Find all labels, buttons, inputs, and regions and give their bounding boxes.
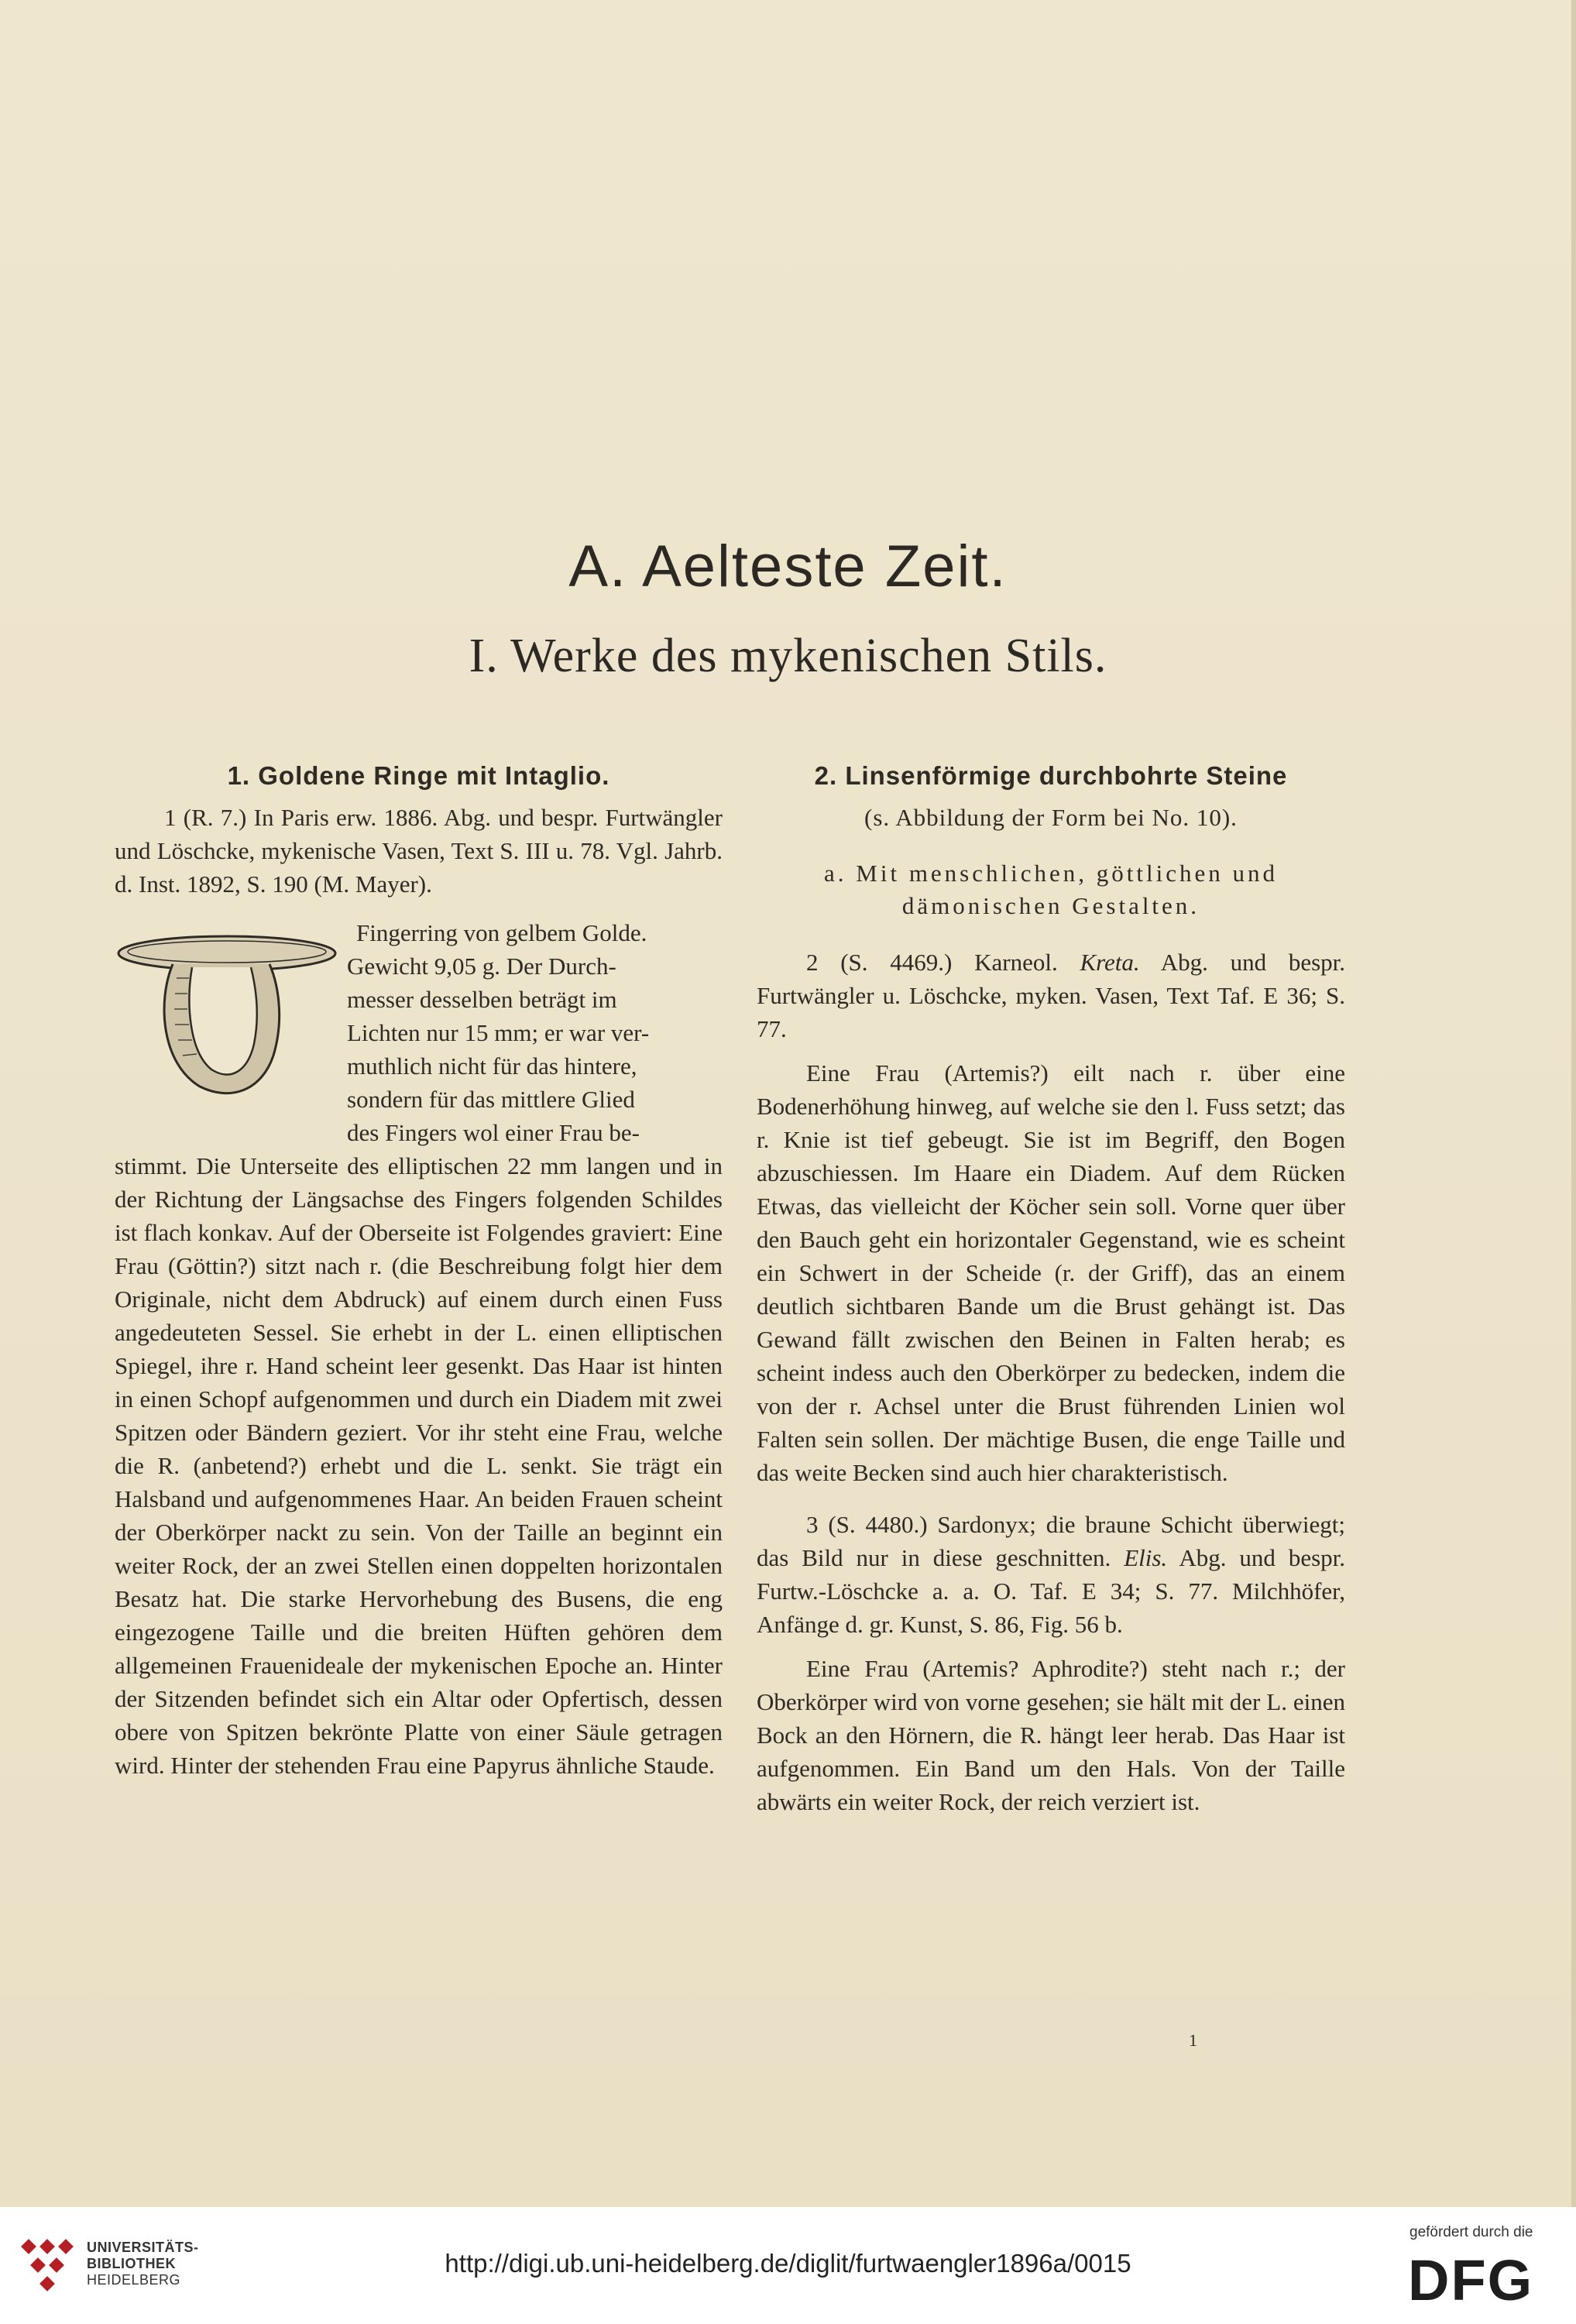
entry-2-reference: [757, 946, 1345, 1045]
entry-3-place: Elis.: [1124, 1544, 1168, 1571]
sponsor-note: gefördert durch die: [1409, 2224, 1533, 2240]
ring-line-3: messer desselben beträgt im: [347, 986, 617, 1013]
entry-2-description: Eine Frau (Artemis?) eilt nach r. über eine Bodenerhöhung hinweg, auf welche sie den l. Fuss setzt; das r. Knie ist tief gebeugt. Sie ist im Begriff, den Bogen abzuschiessen. Im Haare ein Diadem. Auf dem Rücken Etwas, das vielleicht der Köcher sein soll. Vorne quer über den Bauch geht ein horizontaler Gegenstand, wie es scheint ein Schwert in der Scheide (r. der Griff), das an einem deutlich sichtbaren Bande um die Brust gehängt ist. Das Gewand fällt zwischen den Beinen in Falten herab; es scheint indess auch den Oberkörper zu bedecken, indem die von der r. Achsel unter die Brust führenden Linien wol Falten sein sollen. Der mächtige Busen, die enge Taille und das weite Becken sind auch hier charakteristisch.: [757, 1059, 1345, 1486]
subsection-heading-line-1: a. Mit menschlichen, göttlichen und: [824, 860, 1278, 887]
library-line-3: HEIDELBERG: [87, 2272, 181, 2288]
entry-3-description: Eine Frau (Artemis? Aphrodite?) steht nach r.; der Oberkörper wird von vorne gesehen; sie hält mit der L. einen Bock an den Hörnern, die R. hängt leer herab. Das Haar ist aufgenommen. Ein Band um den Hals. Von der Taille abwärts ein weiter Rock, der reich verziert ist.: [757, 1655, 1345, 1815]
entry-2-rest: Abg. und bespr. Furtwängler u. Löschcke, myken. Vasen, Text Taf. E 36; S. 77.: [757, 949, 1346, 1042]
entry-2-head: 2 (S. 4469.) Karneol.: [806, 949, 1058, 976]
entry-1-reference: 1 (R. 7.) In Paris erw. 1886. Abg. und bespr. Furtwängler und Löschcke, mykenische Vasen, Text S. III u. 78. Vgl. Jahrb. d. Inst. 1892, S. 190 (M. Mayer).: [115, 804, 723, 898]
chapter-title: I. Werke des mykenischen Stils.: [469, 630, 1107, 682]
permalink-url[interactable]: http://digi.ub.uni-heidelberg.de/diglit/furtwaengler1896a/0015: [445, 2249, 1131, 2278]
subsection-heading-line-2: dämonischen Gestalten.: [901, 892, 1200, 919]
main-title: A. Aelteste Zeit.: [568, 534, 1008, 599]
ring-illustration: [115, 916, 339, 1102]
entry-1-description: stimmt. Die Unterseite des elliptischen 22 mm langen und in der Richtung der Längsachse des Fingers folgenden Schildes ist flach konkav. Auf der Oberseite ist Folgendes graviert: Eine Frau (Göttin?) sitzt nach r. (die Beschreibung folgt hier dem Originale, nicht dem Abdruck) auf einem durch einen Fuss angedeuteten Sessel. Sie erhebt in der L. einen elliptischen Spiegel, ihre r. Hand scheint leer gesenkt. Das Haar ist hinten in einen Schopf aufgenommen und durch ein Diadem mit zwei Spitzen oder Bändern geziert. Vor ihr steht eine Frau, welche die R. (anbetend?) erhebt und die L. senkt. Sie trägt ein Halsband und aufgenommenes Haar. An beiden Frauen scheint der Oberkörper nackt zu sein. Von der Taille an beginnt ein weiter Rock, der an zwei Stellen einen doppelten horizontalen Besatz hat. Die starke Hervorhebung des Busens, die eng eingezogene Taille und die breiten Hüften gehören dem allgemeinen Frauenideale der mykenischen Epoche an. Hinter der Sitzenden befindet sich ein Altar oder Opfertisch, dessen obere von Spitzen bekrönte Platte von einer Säule getragen wird. Hinter der stehenden Frau eine Papyrus ähnliche Staude.: [115, 1152, 723, 1779]
entry-3-reference: [757, 1508, 1345, 1641]
section-heading-linsenfoermige-steine: 2. Linsenförmige durchbohrte Steine: [814, 761, 1288, 790]
ring-line-2: Gewicht 9,05 g. Der Durch-: [347, 953, 616, 980]
section-note: (s. Abbildung der Form bei No. 10).: [864, 804, 1238, 831]
ring-line-7: des Fingers wol einer Frau be-: [347, 1119, 640, 1146]
library-line-1: UNIVERSITÄTS-: [87, 2240, 199, 2255]
ring-line-1: Fingerring von gelbem Golde.: [356, 919, 647, 946]
library-line-2: BIBLIOTHEK: [87, 2256, 176, 2271]
viewer-footer: [0, 2207, 1576, 2324]
ring-block: [115, 916, 723, 1149]
dfg-logo: DFG: [1408, 2248, 1534, 2312]
entry-2-place: Kreta.: [1080, 949, 1140, 976]
right-column: [757, 759, 1345, 1818]
entry-3-rest: Abg. und bespr. Furtw.-Löschcke a. a. O. Taf. E 34; S. 77. Milchhöfer, Anfänge d. gr. Kunst, S. 86, Fig. 56 b.: [757, 1544, 1346, 1638]
section-heading-goldene-ringe: 1. Goldene Ringe mit Intaglio.: [227, 761, 610, 790]
left-column: [115, 759, 723, 1782]
ring-description-lines: [347, 916, 723, 1149]
ring-line-6: sondern für das mittlere Glied: [347, 1086, 635, 1113]
entry-3-head: 3 (S. 4480.) Sardonyx; die braune Schicht überwiegt; das Bild nur in diese geschnitten.: [757, 1511, 1345, 1571]
page-number: 1: [1189, 2030, 1197, 2050]
ring-line-5: muthlich nicht für das hintere,: [347, 1052, 637, 1080]
subsection-heading: [757, 857, 1345, 922]
ring-line-4: Lichten nur 15 mm; er war ver-: [347, 1019, 650, 1046]
page-edge: [1571, 0, 1576, 2207]
